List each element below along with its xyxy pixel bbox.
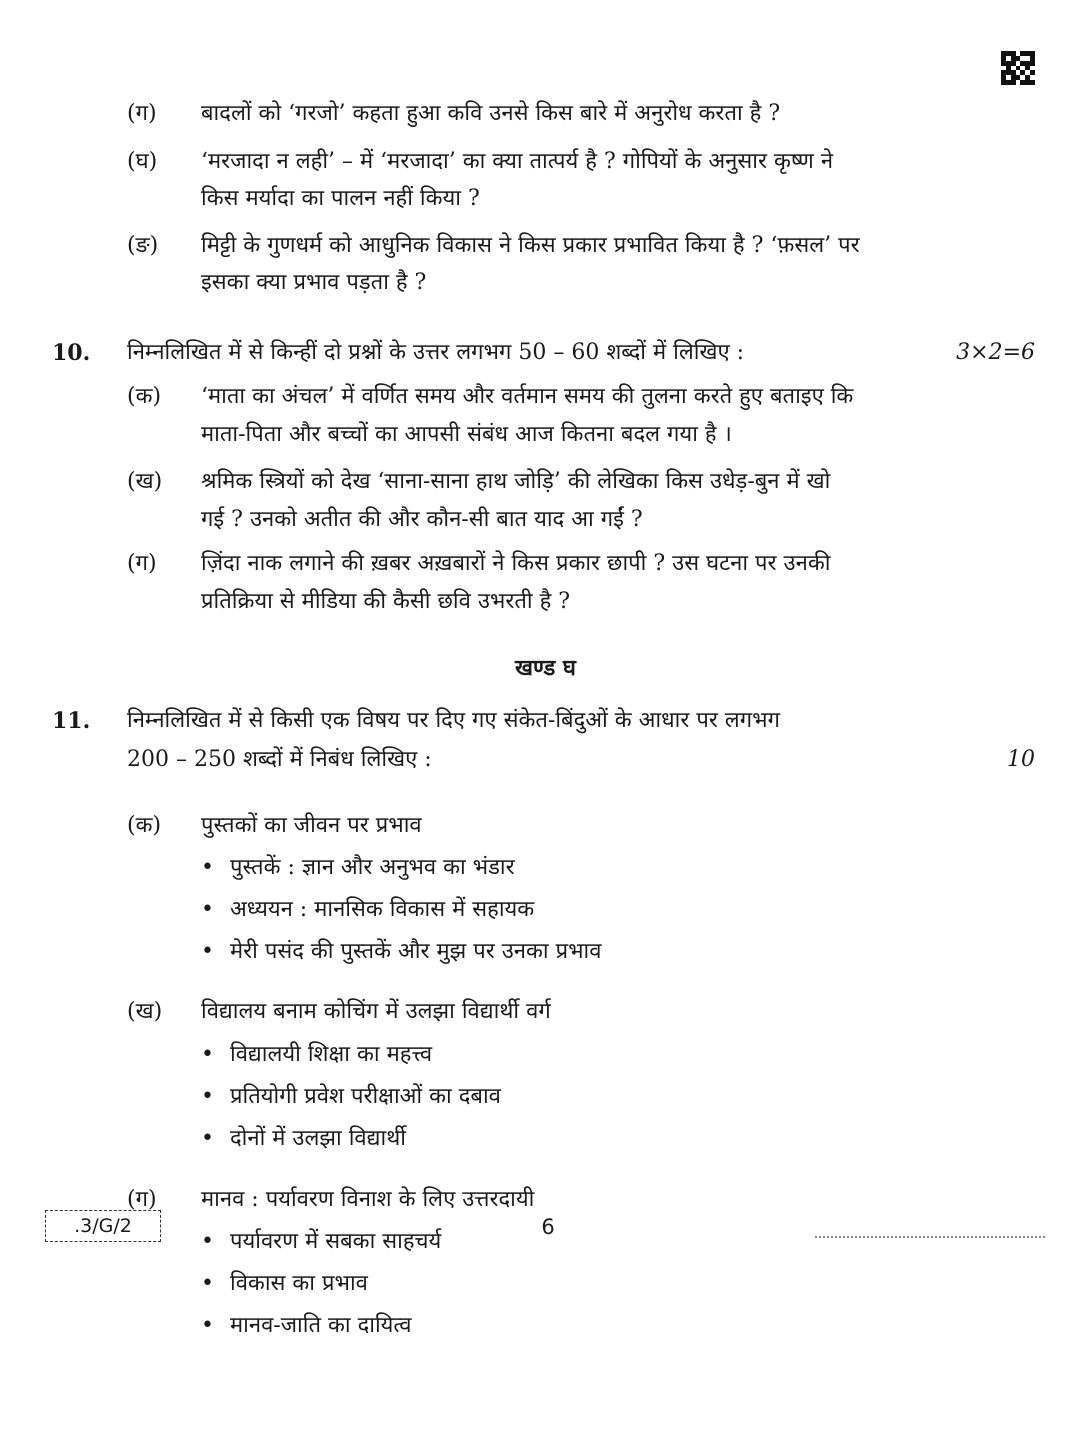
question-number: 10. [52, 340, 91, 366]
topic-title: विद्यालय बनाम कोचिंग में उलझा विद्यार्थी वर्ग [201, 999, 551, 1024]
bullet-icon: • [201, 1271, 214, 1296]
topic-point: अध्ययन : मानसिक विकास में सहायक [230, 897, 535, 922]
question-prompt: 200 – 250 शब्दों में निबंध लिखिए : [127, 747, 432, 772]
section-heading: खण्ड घ [515, 655, 576, 681]
bullet-icon: • [201, 1229, 214, 1254]
part-label: (क) [127, 384, 162, 409]
question-prompt: निम्नलिखित में से किन्हीं दो प्रश्नों के उत्तर लगभग 50 – 60 शब्दों में लिखिए : [127, 340, 745, 365]
bullet-icon: • [201, 855, 214, 880]
part-text: बादलों को ‘गरजो’ कहता हुआ कवि उनसे किस बारे में अनुरोध करता है ? [201, 101, 781, 126]
part-text: किस मर्यादा का पालन नहीं किया ? [201, 186, 480, 211]
part-text: प्रतिक्रिया से मीडिया की कैसी छवि उभरती है ? [201, 589, 571, 614]
topic-title: पुस्तकों का जीवन पर प्रभाव [201, 813, 422, 838]
topic-label: (क) [127, 813, 162, 838]
question-prompt: निम्नलिखित में से किसी एक विषय पर दिए गए संकेत-बिंदुओं के आधार पर लगभग [127, 708, 780, 733]
page-number: 6 [541, 1215, 555, 1239]
bullet-icon: • [201, 1084, 214, 1109]
bullet-icon: • [201, 897, 214, 922]
topic-title: मानव : पर्यावरण विनाश के लिए उत्तरदायी [201, 1187, 535, 1212]
part-label: (ङ) [127, 233, 159, 258]
qr-code [1001, 51, 1035, 85]
part-text: माता-पिता और बच्चों का आपसी संबंध आज कितना बदल गया है । [201, 422, 732, 447]
topic-point: मेरी पसंद की पुस्तकें और मुझ पर उनका प्रभाव [230, 939, 602, 964]
paper-code: .3/G/2 [45, 1210, 161, 1242]
question-marks: 3×2=6 [956, 340, 1035, 365]
topic-point: पर्यावरण में सबका साहचर्य [230, 1229, 442, 1254]
topic-point: मानव-जाति का दायित्व [230, 1313, 412, 1338]
part-text: मिट्टी के गुणधर्म को आधुनिक विकास ने किस प्रकार प्रभावित किया है ? ‘फ़सल’ पर [201, 233, 860, 258]
bullet-icon: • [201, 1126, 214, 1151]
question-marks: 10 [1007, 747, 1035, 772]
question-number: 11. [52, 708, 91, 734]
topic-point: प्रतियोगी प्रवेश परीक्षाओं का दबाव [230, 1084, 501, 1109]
topic-point: पुस्तकें : ज्ञान और अनुभव का भंडार [230, 855, 515, 880]
part-text: गई ? उनको अतीत की और कौन-सी बात याद आ गईं ? [201, 507, 643, 532]
footer-divider [815, 1236, 1045, 1238]
part-text: ‘माता का अंचल’ में वर्णित समय और वर्तमान समय की तुलना करते हुए बताइए कि [201, 384, 854, 409]
topic-point: विकास का प्रभाव [230, 1271, 368, 1296]
topic-label: (ग) [127, 1187, 157, 1212]
part-label: (ग) [127, 551, 157, 576]
part-label: (ख) [127, 469, 163, 494]
bullet-icon: • [201, 1042, 214, 1067]
part-text: इसका क्या प्रभाव पड़ता है ? [201, 270, 427, 295]
part-text: ‘मरजादा न लही’ – में ‘मरजादा’ का क्या तात्पर्य है ? गोपियों के अनुसार कृष्ण ने [201, 149, 834, 174]
part-text: श्रमिक स्त्रियों को देख ‘साना-साना हाथ जोड़ि’ की लेखिका किस उधेड़-बुन में खो [201, 469, 831, 494]
bullet-icon: • [201, 939, 214, 964]
part-text: ज़िंदा नाक लगाने की ख़बर अख़बारों ने किस प्रकार छापी ? उस घटना पर उनकी [201, 551, 831, 576]
topic-point: विद्यालयी शिक्षा का महत्त्व [230, 1042, 433, 1067]
part-label: (घ) [127, 149, 158, 174]
topic-point: दोनों में उलझा विद्यार्थी [230, 1126, 406, 1151]
part-label: (ग) [127, 101, 157, 126]
bullet-icon: • [201, 1313, 214, 1338]
topic-label: (ख) [127, 999, 163, 1024]
